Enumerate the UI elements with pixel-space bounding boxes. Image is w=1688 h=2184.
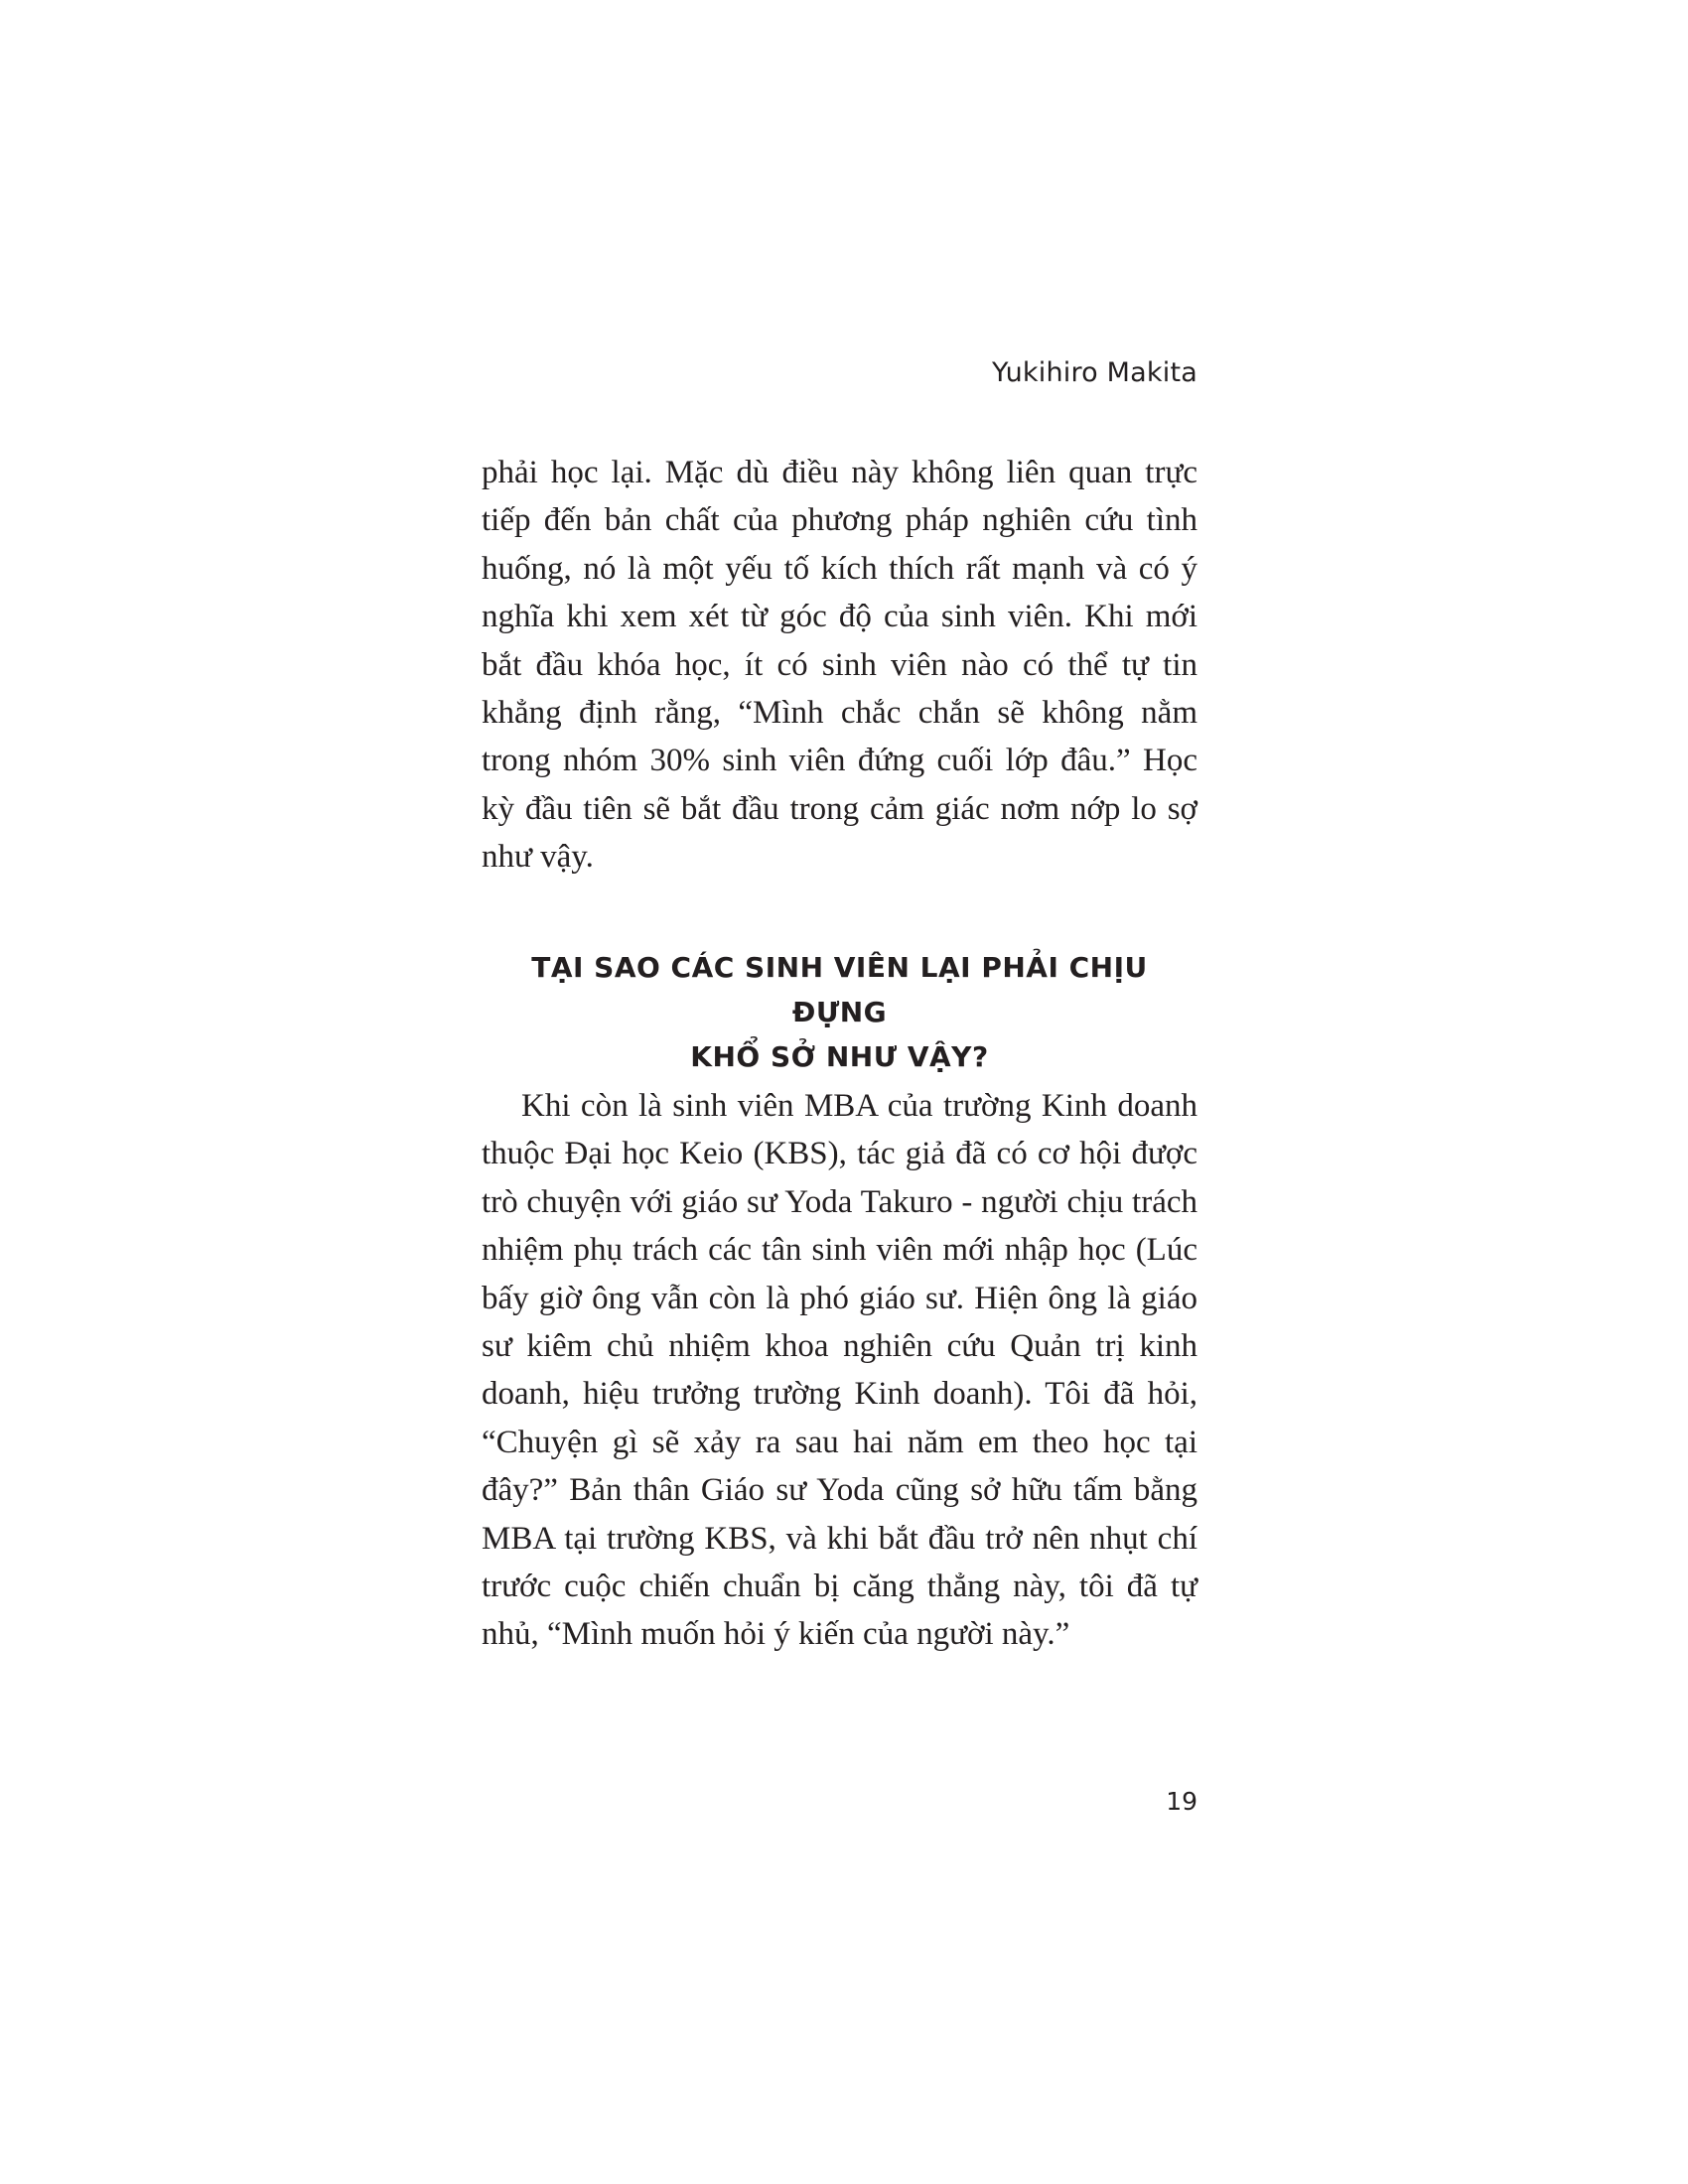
body-paragraph: Khi còn là sinh viên MBA của trường Kinh doanh thuộc Đại học Keio (KBS), tác giả đã có cơ hội được trò chuyện với giáo sư Yoda Takuro - người chịu trách nhiệm phụ trách các tân sinh viên mới nhập học (Lúc bấy giờ ông vẫn còn là phó giáo sư. Hiện ông là giáo sư kiêm chủ nhiệm khoa nghiên cứu Quản trị kinh doanh, hiệu trưởng trường Kinh doanh). Tôi đã hỏi, “Chuyện gì sẽ xảy ra sau hai năm em theo học tại đây?” Bản thân Giáo sư Yoda cũng sở hữu tấm bằng MBA tại trường KBS, và khi bắt đầu trở nên nhụt chí trước cuộc chiến chuẩn bị căng thẳng này, tôi đã tự nhủ, “Mình muốn hỏi ý kiến của người này.” (482, 1088, 1197, 1653)
body-paragraph: phải học lại. Mặc dù điều này không liên quan trực tiếp đến bản chất của phương pháp nghiên cứu tình huống, nó là một yếu tố kích thích rất mạnh và có ý nghĩa khi xem xét từ góc độ của sinh viên. Khi mới bắt đầu khóa học, ít có sinh viên nào có thể tự tin khẳng định rằng, “Mình chắc chắn sẽ không nằm trong nhóm 30% sinh viên đứng cuối lớp đâu.” Học kỳ đầu tiên sẽ bắt đầu trong cảm giác nơm nớp lo sợ như vậy. (482, 455, 1197, 876)
body-paragraph-1-container (482, 449, 1197, 882)
section-heading-line-2: KHỔ SỞ NHƯ VẬY? (690, 1040, 989, 1073)
section-heading-line-1: TẠI SAO CÁC SINH VIÊN LẠI PHẢI CHỊU ĐỰNG (531, 951, 1148, 1028)
body-paragraph-2-container (482, 1082, 1197, 1659)
page-number: 19 (1166, 1787, 1197, 1816)
running-header-author: Yukihiro Makita (992, 357, 1197, 388)
section-heading (482, 945, 1197, 1079)
